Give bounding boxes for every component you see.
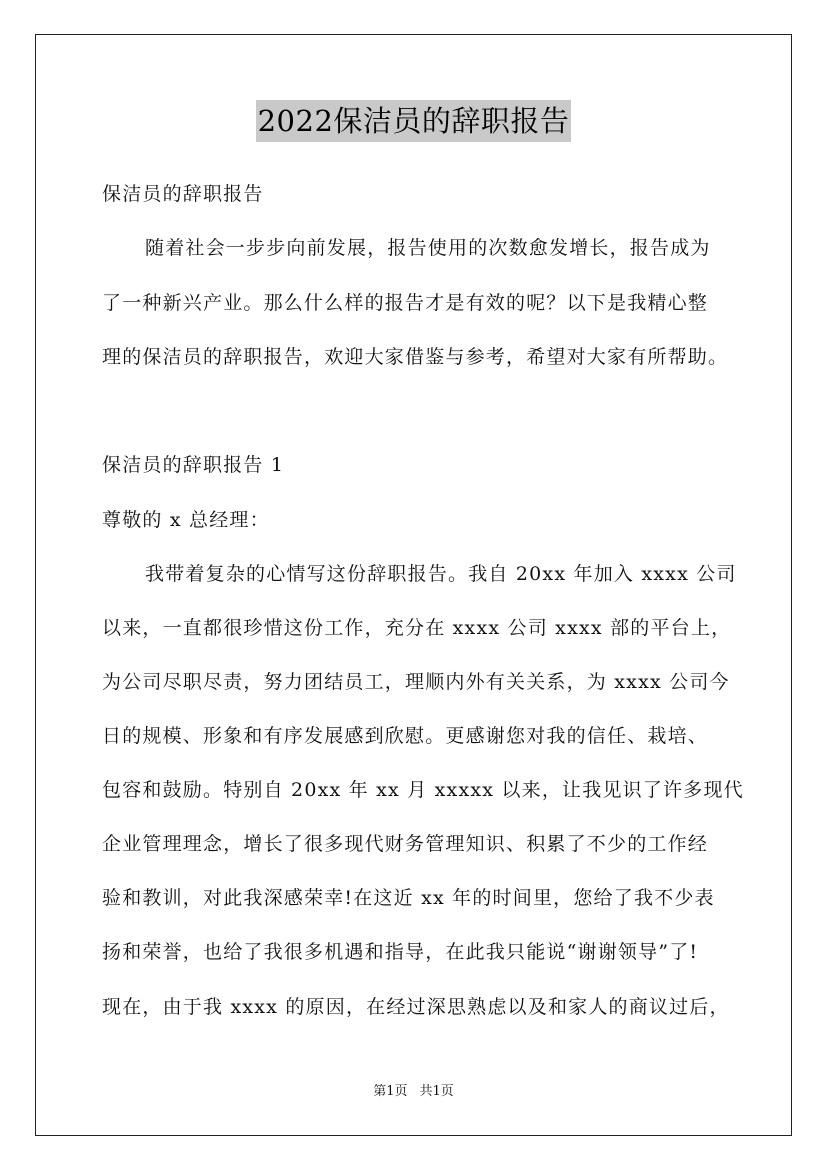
body-line-7: 验和教训，对此我深感荣幸!在这近 xx 年的时间里，您给了我不少表 [102, 887, 715, 909]
body-line-2: 以来，一直都很珍惜这份工作，充分在 xxxx 公司 xxxx 部的平台上， [102, 617, 732, 639]
intro-line-3: 理的保洁员的辞职报告，欢迎大家借鉴与参考，希望对大家有所帮助。 [102, 346, 729, 368]
page-total: 共1页 [419, 1084, 454, 1099]
title-container [0, 100, 827, 142]
body-line-6: 企业管理理念，增长了很多现代财务管理知识、积累了不少的工作经 [102, 833, 709, 855]
body-line-8: 扬和荣誉，也给了我很多机遇和指导，在此我只能说“谢谢领导”了! [102, 941, 699, 963]
page-footer [0, 1083, 827, 1101]
body-line-4: 日的规模、形象和有序发展感到欣慰。更感谢您对我的信任、栽培、 [102, 725, 709, 747]
intro-line-1: 随着社会一步步向前发展，报告使用的次数愈发增长，报告成为 [145, 237, 711, 259]
body-line-3: 为公司尽职尽责，努力团结员工，理顺内外有关关系，为 xxxx 公司今 [102, 671, 730, 693]
body-line-9: 现在，由于我 xxxx 的原因，在经过深思熟虑以及和家人的商议过后， [102, 996, 730, 1018]
document-title: 2022保洁员的辞职报告 [256, 100, 572, 142]
intro-line-2: 了一种新兴产业。那么什么样的报告才是有效的呢？以下是我精心整 [102, 292, 709, 314]
subtitle-line: 保洁员的辞职报告 [102, 183, 264, 205]
body-line-1: 我带着复杂的心情写这份辞职报告。我自 20xx 年加入 xxxx 公司 [145, 563, 737, 585]
page-number: 第1页 [373, 1084, 408, 1099]
salutation: 尊敬的 x 总经理： [102, 509, 270, 531]
body-line-5: 包容和鼓励。特别自 20xx 年 xx 月 xxxxx 以来，让我见识了许多现代 [102, 779, 744, 801]
section-heading: 保洁员的辞职报告 1 [102, 454, 285, 476]
